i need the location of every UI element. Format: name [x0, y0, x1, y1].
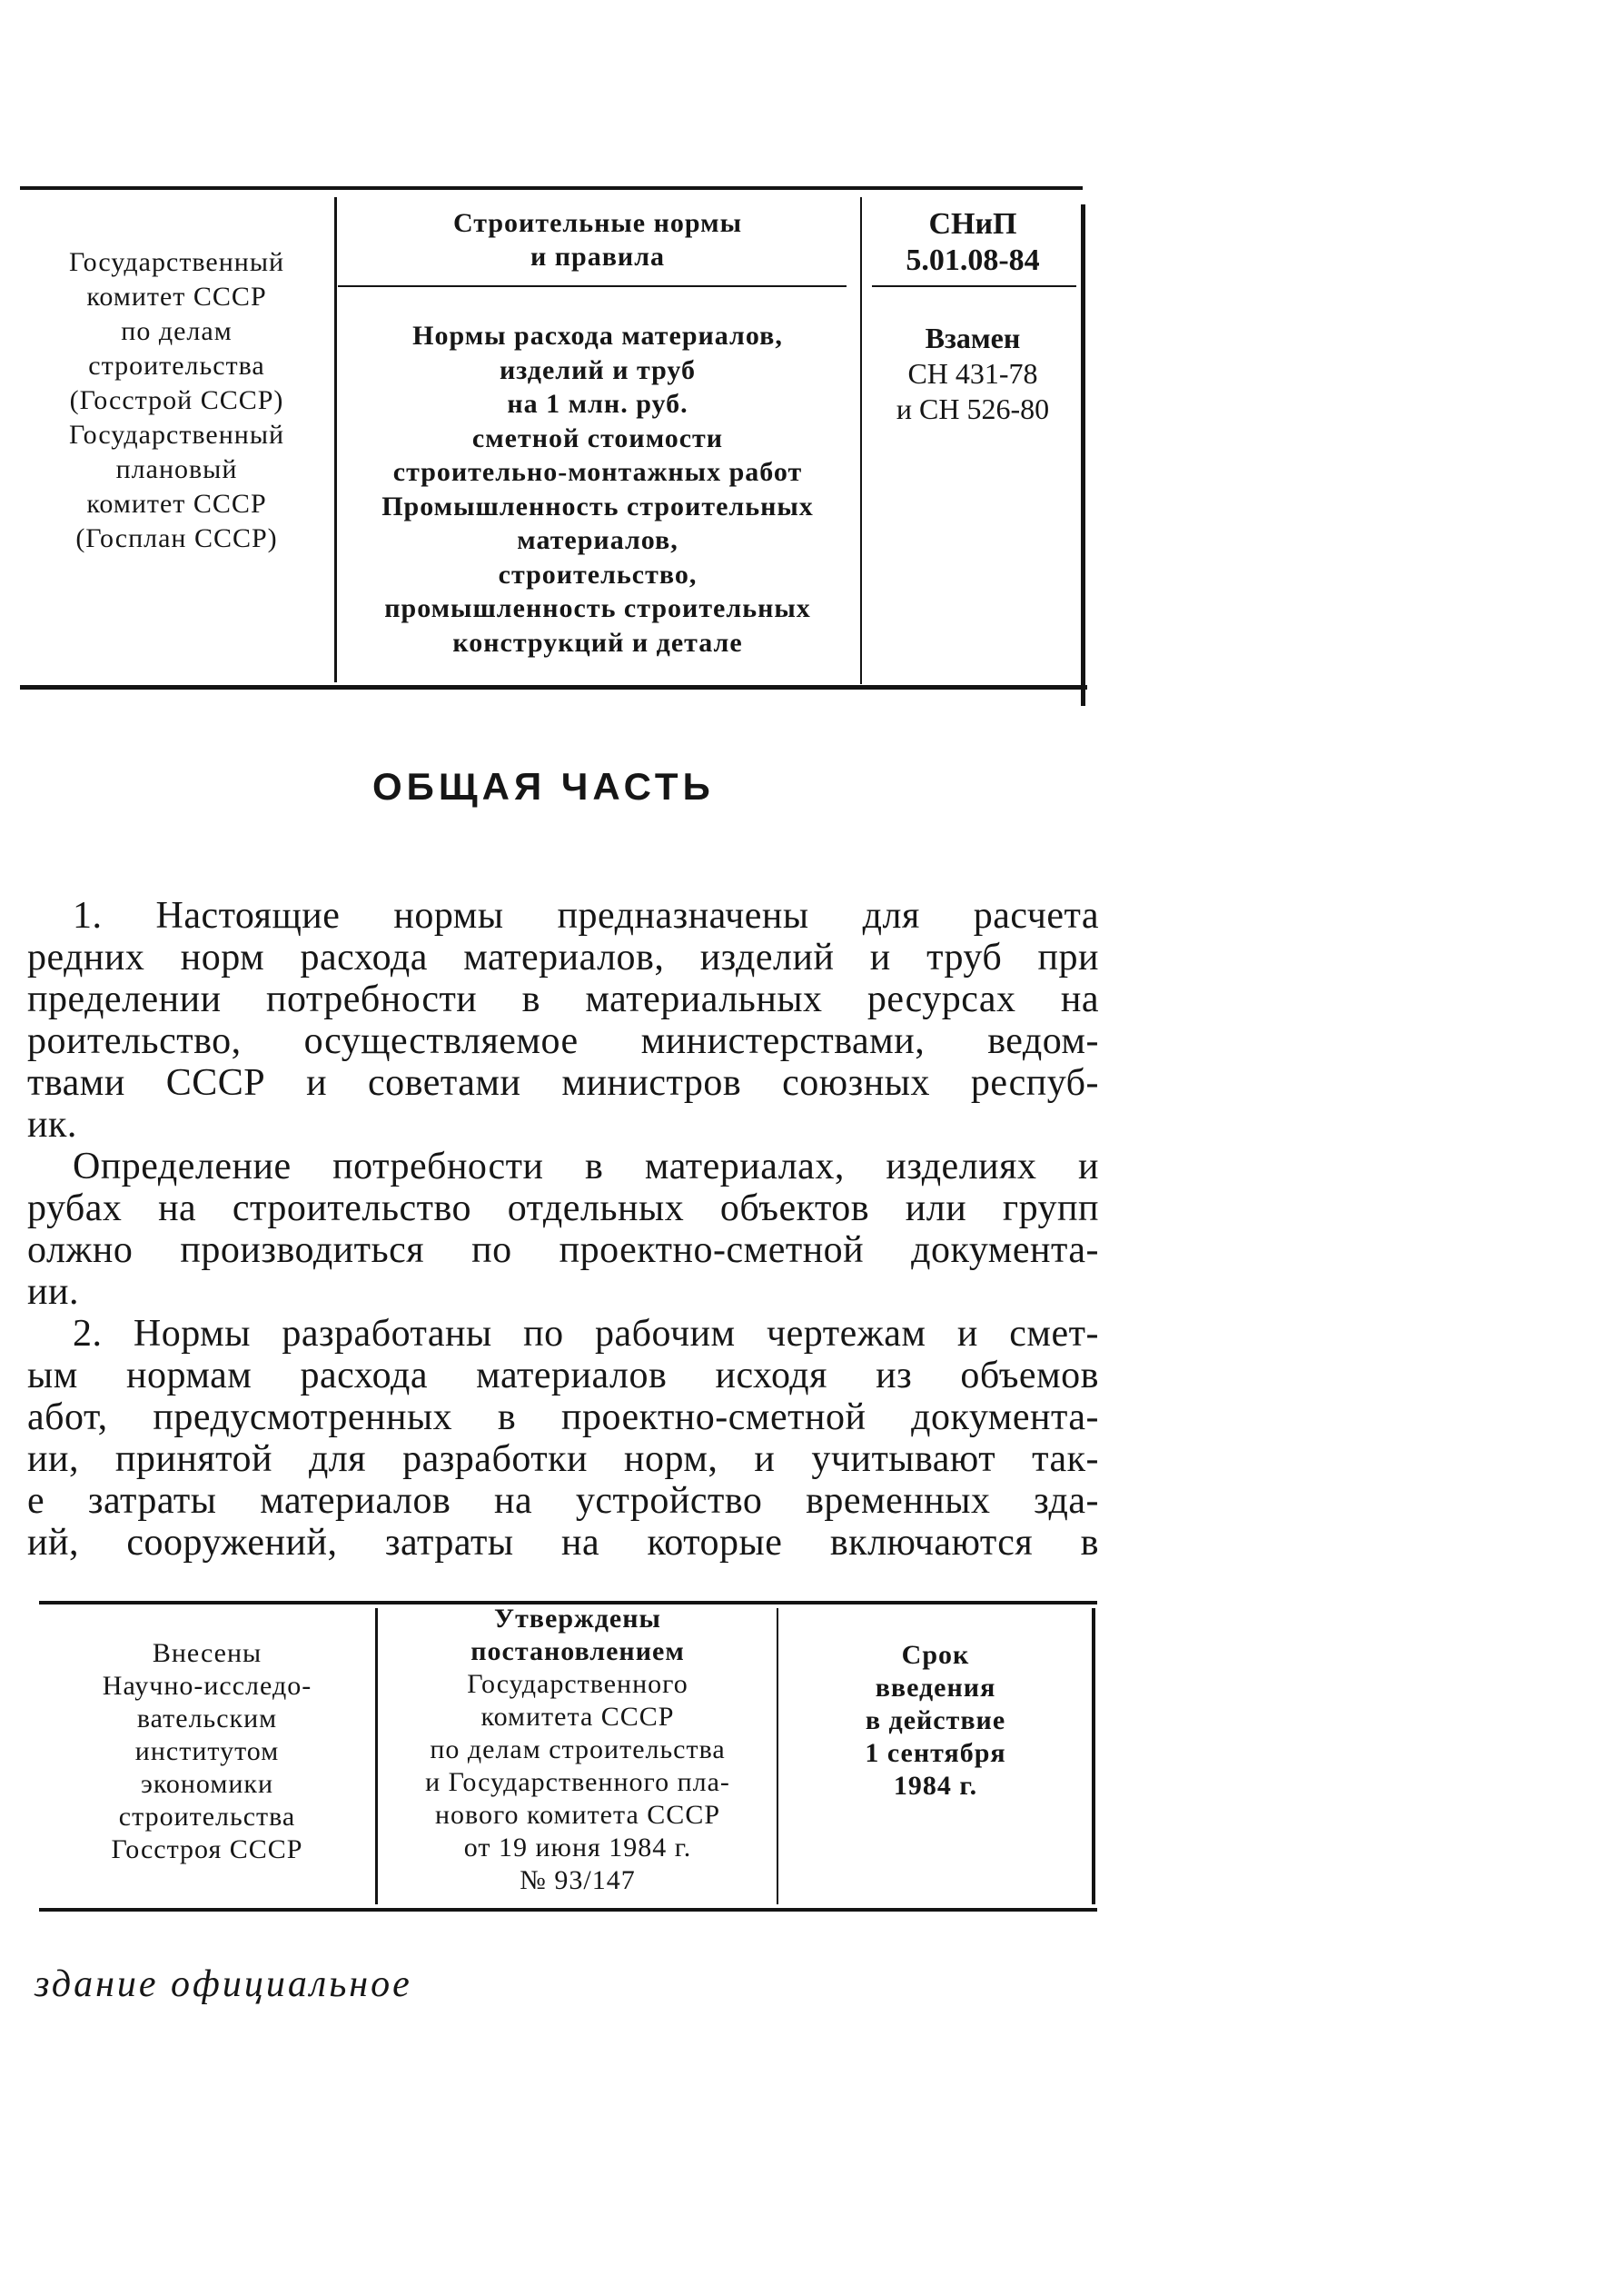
body-line: олжно производиться по проектно-сметной документа-	[27, 1229, 1099, 1271]
approval-divider-1	[375, 1608, 378, 1904]
introduced-line: вательским	[136, 1704, 278, 1734]
body-line: абот, предусмотренных в проектно-сметной документа-	[27, 1396, 1099, 1438]
subject-line: конструкций и детале	[452, 627, 743, 658]
body-line: ии.	[27, 1271, 79, 1313]
replaces-line: СН 431-78	[907, 357, 1038, 390]
body-line: ии, принятой для разработки норм, и учитывают так-	[27, 1438, 1099, 1480]
body-text	[27, 895, 1099, 1564]
body-line: твами СССР и советами министров союзных респуб-	[27, 1062, 1099, 1104]
effective-date	[779, 1639, 1092, 1803]
effective-line: 1984 г.	[893, 1771, 978, 1801]
body-line: пределении потребности в материальных ресурсах на	[27, 979, 1099, 1020]
issuer-line: строительства	[88, 351, 265, 381]
approval-bottom-rule	[39, 1908, 1097, 1912]
approved-line: Государственного	[467, 1669, 688, 1699]
approved-heading-line: постановлением	[470, 1636, 685, 1666]
official-edition-note: здание официальное	[35, 1963, 412, 2005]
body-line: рубах на строительство отдельных объектов или групп	[27, 1187, 1099, 1229]
introduced-line: Внесены	[152, 1638, 262, 1668]
issuer-line: Государственный	[68, 247, 285, 277]
subject-line: строительно-монтажных работ	[392, 457, 803, 487]
issuer-line: комитет СССР	[86, 282, 267, 312]
code-line: СНиП	[928, 207, 1017, 241]
subject-line: промышленность строительных	[384, 593, 811, 623]
header-divider-1	[334, 197, 337, 682]
body-line: ым нормам расхода материалов исходя из объемов	[27, 1355, 1099, 1396]
effective-line: в действие	[865, 1705, 1006, 1735]
introduced-line: строительства	[118, 1802, 296, 1832]
section-heading: ОБЩАЯ ЧАСТЬ	[372, 765, 715, 808]
body-line: редних норм расхода материалов, изделий и труб при	[27, 937, 1099, 979]
replaces-line: и СН 526-80	[896, 392, 1050, 425]
body-line: 2. Нормы разработаны по рабочим чертежам и смет-	[73, 1313, 1099, 1355]
introduced-line: институтом	[134, 1736, 280, 1766]
issuer-line: (Госплан СССР)	[75, 523, 278, 553]
document-header	[20, 186, 1087, 690]
subject-line: Промышленность строительных	[381, 491, 814, 522]
approved-heading-line: Утверждены	[494, 1604, 661, 1634]
introduced-line: Госстроя СССР	[111, 1834, 303, 1864]
subject-line: материалов,	[517, 525, 678, 555]
introduced-by	[39, 1637, 375, 1866]
subject-line: Нормы расхода материалов,	[412, 321, 783, 351]
subject-line: на 1 млн. руб.	[507, 389, 688, 419]
body-line: 1. Настоящие нормы предназначены для расчета	[73, 895, 1099, 937]
approval-divider-2	[777, 1608, 778, 1904]
subject-line: строительство,	[498, 559, 698, 590]
body-line: Определение потребности в материалах, изделиях и	[73, 1146, 1099, 1187]
approved-line: от 19 июня 1984 г.	[463, 1833, 692, 1863]
header-title-separator	[338, 285, 847, 287]
approval-divider-3	[1092, 1608, 1095, 1904]
doc-type-line: и правила	[530, 242, 666, 272]
approved-line: нового комитета СССР	[434, 1800, 721, 1830]
document-subject	[338, 319, 857, 660]
effective-line: 1 сентября	[865, 1738, 1006, 1768]
header-divider-3	[1081, 204, 1085, 706]
issuer-line: комитет СССР	[86, 489, 267, 519]
issuer-line: (Госстрой СССР)	[69, 385, 284, 415]
issuer-line: Государственный	[68, 420, 285, 450]
body-line: ий, сооружений, затраты на которые включаются в	[27, 1522, 1099, 1564]
header-bottom-rule	[20, 685, 1087, 690]
approved-line: № 93/147	[520, 1865, 636, 1895]
body-line: е затраты материалов на устройство временных зда-	[27, 1480, 1099, 1522]
subject-line: изделий и труб	[500, 354, 696, 385]
header-top-rule	[20, 186, 1083, 190]
approved-by	[379, 1603, 777, 1897]
effective-line: Срок	[901, 1640, 970, 1670]
introduced-line: экономики	[140, 1769, 274, 1799]
issuer-line: по делам	[121, 316, 233, 346]
subject-line: сметной стоимости	[471, 422, 724, 453]
doc-type-line: Строительные нормы	[453, 208, 742, 238]
approval-table	[39, 1601, 1097, 1914]
approved-line: по делам строительства	[430, 1734, 726, 1764]
effective-line: введения	[875, 1673, 996, 1703]
document-type	[338, 206, 857, 273]
code-line: 5.01.08-84	[906, 243, 1040, 277]
introduced-line: Научно-исследо-	[102, 1671, 312, 1701]
replaces-block	[865, 321, 1081, 427]
body-line: ик.	[27, 1104, 77, 1146]
replaces-label: Взамен	[925, 322, 1021, 354]
issuer-line: плановый	[115, 454, 238, 484]
header-code-separator	[872, 285, 1076, 287]
issuing-authority	[20, 245, 333, 556]
header-divider-2	[860, 197, 862, 684]
document-code	[865, 206, 1081, 279]
body-line: роительство, осуществляемое министерствами, ведом-	[27, 1020, 1099, 1062]
approved-line: и Государственного пла-	[425, 1767, 730, 1797]
approved-line: комитета СССР	[480, 1702, 675, 1732]
